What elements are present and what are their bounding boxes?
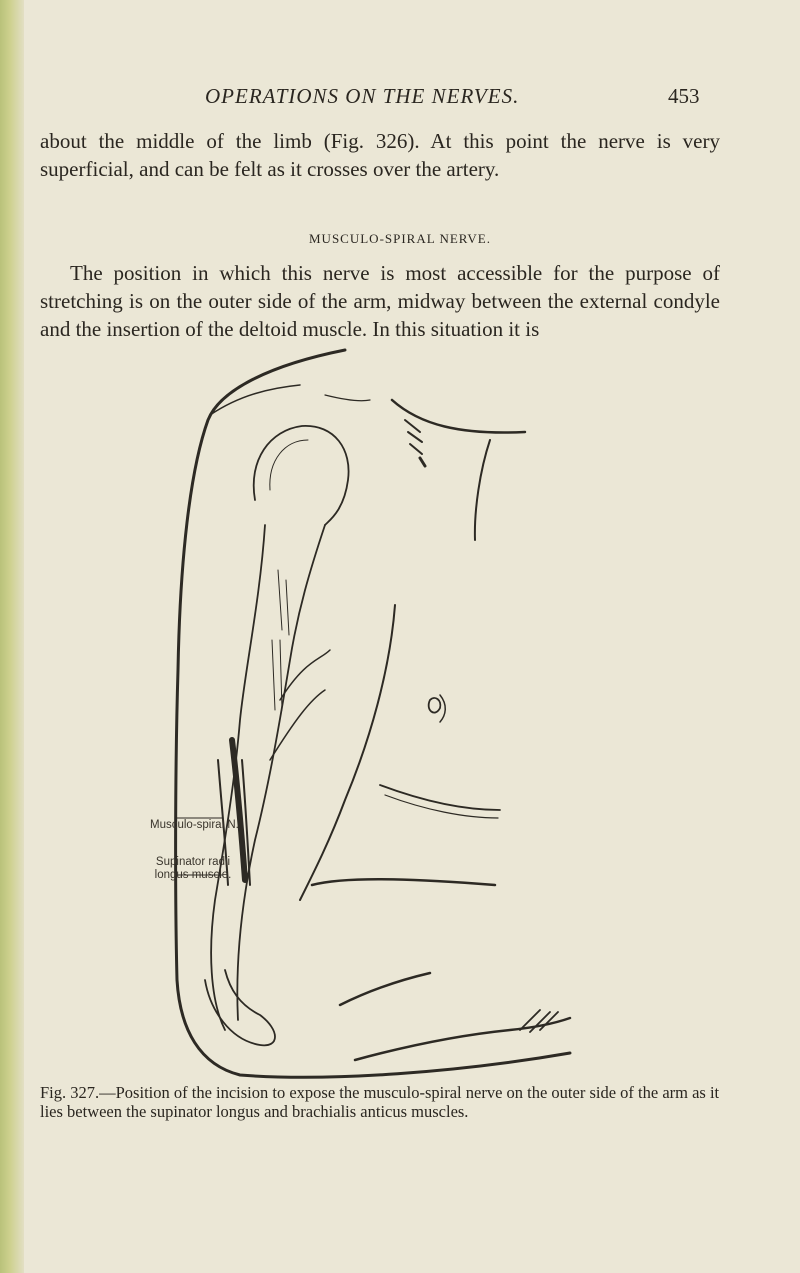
label-supinator-line1: Supinator radii [155, 856, 231, 868]
forearm-hatch [340, 973, 430, 1005]
humeral-head-inner [270, 440, 308, 490]
label-supinator-line2: longus muscle. [154, 869, 232, 881]
shoulder-stroke [325, 395, 370, 401]
humerus-shaft [237, 525, 325, 1020]
shoulder-stroke [392, 400, 525, 433]
paragraph-2: The position in which this nerve is most accessible for the purpose of stretching is on the outer side of the arm, midway between the external condyle and the insertion of the deltoid muscle. In this situation it is [40, 261, 720, 341]
chest-contour [300, 605, 395, 900]
running-title: OPERATIONS ON THE NERVES. [205, 84, 520, 108]
page-number: 453 [668, 84, 700, 108]
nipple-mark [440, 695, 445, 722]
chest-contour [312, 879, 495, 885]
label-supinator [143, 856, 243, 882]
arm-illustration [130, 340, 630, 1085]
figure-caption: Fig. 327.—Position of the incision to expose the musculo-spiral nerve on the outer side of the arm as it lies between the supinator longus and brachialis anticus muscles. [40, 1083, 720, 1121]
elbow-region [205, 970, 275, 1045]
shoulder-stroke [405, 420, 422, 454]
section-heading: MUSCULO-SPIRAL NERVE. [309, 231, 491, 246]
nipple-mark [429, 698, 441, 713]
arm-outline [176, 350, 570, 1077]
chest-contour [385, 795, 498, 818]
book-spine-edge [0, 0, 24, 1273]
label-musculo-spiral: Musculo-spiral N. [150, 819, 239, 831]
deltoid-outline [270, 650, 330, 760]
shoulder-stroke [420, 458, 425, 466]
running-head [0, 84, 800, 114]
paragraph-1: about the middle of the limb (Fig. 326). At this point the nerve is very superficial, and can be felt as it crosses over the artery. [40, 129, 720, 181]
chest-contour [380, 785, 500, 810]
shoulder-stroke [475, 440, 490, 540]
